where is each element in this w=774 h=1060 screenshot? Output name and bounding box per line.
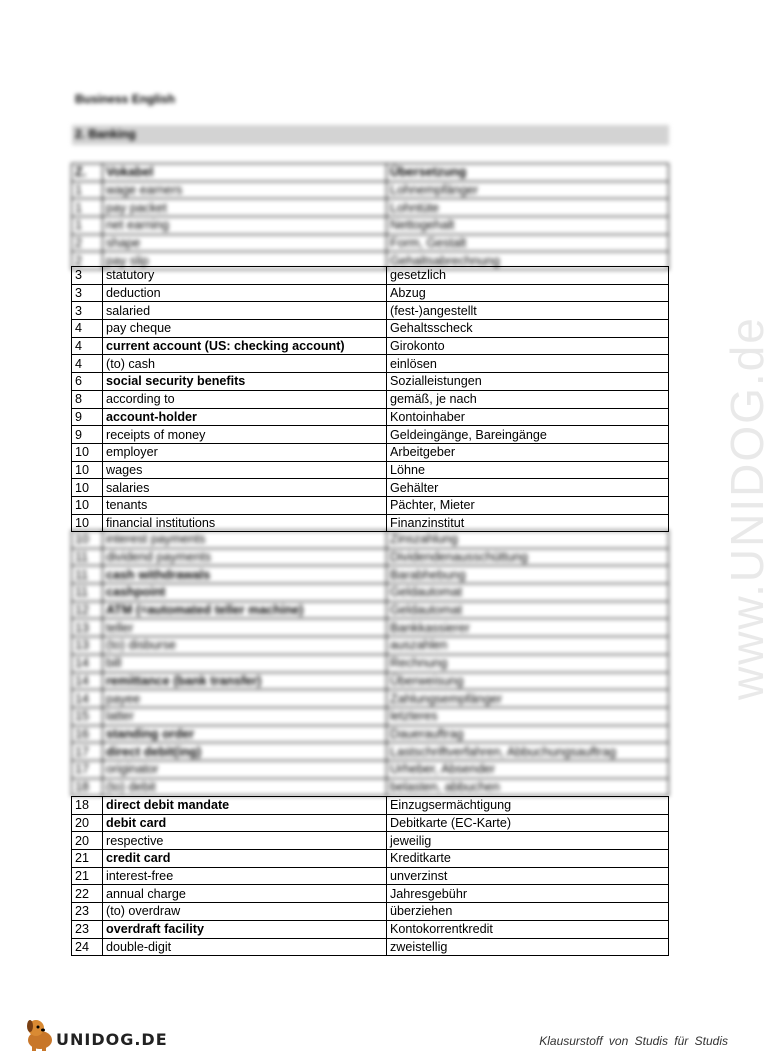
table-row [72,867,669,885]
line-number: 24 [72,938,103,956]
translation: unverzinst [387,867,669,885]
vocab-term: wages [103,461,387,479]
vocab-term: wage earners [103,181,387,199]
translation: belasten, abbuchen [387,778,669,796]
line-number: 14 [72,690,103,708]
table-row [72,390,669,408]
section-title: 2. Banking [75,127,136,141]
translation: Zinszahlung [387,531,669,549]
vocab-term: payee [103,690,387,708]
table-row [72,302,669,320]
vocab-term: current account (US: checking account) [103,337,387,355]
vocab-term: salaries [103,479,387,497]
translation: Bankkassierer [387,619,669,637]
line-number: 3 [72,284,103,302]
translation: Zahlungsempfänger [387,690,669,708]
vocab-term: (to) disburse [103,637,387,655]
translation: Finanzinstitut [387,514,669,532]
vocab-term: (to) cash [103,355,387,373]
vocab-term: receipts of money [103,426,387,444]
table-row [72,531,669,549]
table-row [72,672,669,690]
translation: Dividendenausschüttung [387,548,669,566]
translation: jeweilig [387,832,669,850]
header-num: Z. [72,164,103,182]
header-translation: Übersetzung [387,164,669,182]
translation: Lohnempfänger [387,181,669,199]
vocab-term: originator [103,760,387,778]
translation: Löhne [387,461,669,479]
table-row [72,814,669,832]
vocab-term: shape [103,234,387,252]
line-number: 11 [72,584,103,602]
line-number: 10 [72,461,103,479]
vocab-term: account-holder [103,408,387,426]
vocab-term: cashpoint [103,584,387,602]
vocab-term: (to) debit [103,778,387,796]
translation: Kontoinhaber [387,408,669,426]
translation: Gehaltsabrechnung [387,252,669,270]
table-row [72,443,669,461]
table-row [72,373,669,391]
table-row [72,320,669,338]
translation: Lohntüte [387,199,669,217]
translation: Barabhebung [387,566,669,584]
vocab-term: (to) overdraw [103,903,387,921]
line-number: 3 [72,267,103,285]
translation: Kontokorrentkredit [387,920,669,938]
translation: Jahresgebühr [387,885,669,903]
line-number: 13 [72,637,103,655]
vocab-term: interest payments [103,531,387,549]
table-row [72,797,669,815]
translation: Debitkarte (EC-Karte) [387,814,669,832]
vocab-term: respective [103,832,387,850]
vocab-table-mid [71,266,669,532]
table-row [72,234,669,252]
table-row [72,584,669,602]
line-number: 12 [72,601,103,619]
vocab-term: double-digit [103,938,387,956]
vocab-term: ATM (=automated teller machine) [103,601,387,619]
line-number: 15 [72,707,103,725]
translation: Geldautomat [387,584,669,602]
translation: auszahlen [387,637,669,655]
translation: Gehälter [387,479,669,497]
line-number: 13 [72,619,103,637]
vocab-term: dividend payments [103,548,387,566]
translation: zweistellig [387,938,669,956]
line-number: 2 [72,234,103,252]
translation: gemäß, je nach [387,390,669,408]
table-row [72,496,669,514]
line-number: 17 [72,743,103,761]
translation: gesetzlich [387,267,669,285]
vocab-term: cash withdrawals [103,566,387,584]
logo-text: UNIDOG.DE [56,1030,168,1049]
vocab-term: pay slip [103,252,387,270]
vocab-term: tenants [103,496,387,514]
table-row [72,920,669,938]
vocab-term: overdraft facility [103,920,387,938]
table-row [72,760,669,778]
translation: Nettogehalt [387,217,669,235]
table-row [72,938,669,956]
vocab-term: annual charge [103,885,387,903]
table-row [72,217,669,235]
line-number: 22 [72,885,103,903]
vocab-term: according to [103,390,387,408]
translation: Arbeitgeber [387,443,669,461]
table-row [72,337,669,355]
translation: Einzugsermächtigung [387,797,669,815]
line-number: 4 [72,320,103,338]
table-row [72,408,669,426]
line-number: 20 [72,832,103,850]
table-row [72,885,669,903]
vocab-term: standing order [103,725,387,743]
line-number: 1 [72,199,103,217]
line-number: 17 [72,760,103,778]
line-number: 10 [72,496,103,514]
vocab-term: net earning [103,217,387,235]
watermark: www.UNIDOG.de [721,316,773,700]
table-row [72,601,669,619]
vocab-term: direct debit(ing) [103,743,387,761]
vocab-term: credit card [103,850,387,868]
line-number: 10 [72,443,103,461]
line-number: 4 [72,337,103,355]
translation: Kreditkarte [387,850,669,868]
table-row [72,743,669,761]
vocab-term: deduction [103,284,387,302]
table-row [72,267,669,285]
line-number: 1 [72,217,103,235]
line-number: 11 [72,548,103,566]
table-row [72,778,669,796]
line-number: 1 [72,181,103,199]
page-title: Business English [75,92,176,106]
line-number: 18 [72,797,103,815]
vocab-term: latter [103,707,387,725]
table-row [72,355,669,373]
line-number: 23 [72,903,103,921]
vocab-term: financial institutions [103,514,387,532]
line-number: 9 [72,408,103,426]
line-number: 10 [72,479,103,497]
translation: überziehen [387,903,669,921]
footer-tagline: Klausurstoff von Studis für Studis [539,1034,728,1048]
table-header-row [72,164,669,182]
table-row [72,461,669,479]
translation: (fest-)angestellt [387,302,669,320]
vocab-term: direct debit mandate [103,797,387,815]
table-row [72,619,669,637]
table-row [72,725,669,743]
translation: letzteres [387,707,669,725]
table-row [72,637,669,655]
translation: Urheber, Absender [387,760,669,778]
line-number: 18 [72,778,103,796]
translation: Form, Gestalt [387,234,669,252]
line-number: 4 [72,355,103,373]
vocab-term: teller [103,619,387,637]
line-number: 20 [72,814,103,832]
table-row [72,181,669,199]
line-number: 14 [72,654,103,672]
section-bar [72,125,669,145]
table-row [72,690,669,708]
translation: Lastschriftverfahren, Abbuchungsauftrag [387,743,669,761]
translation: Geldautomat [387,601,669,619]
translation: einlösen [387,355,669,373]
vocab-table-blurred-top [71,163,669,270]
line-number: 11 [72,566,103,584]
vocab-term: pay packet [103,199,387,217]
translation: Girokonto [387,337,669,355]
table-row [72,548,669,566]
translation: Geldeingänge, Bareingänge [387,426,669,444]
table-row [72,426,669,444]
table-row [72,284,669,302]
table-row [72,566,669,584]
table-row [72,654,669,672]
vocab-term: statutory [103,267,387,285]
table-row [72,832,669,850]
translation: Sozialleistungen [387,373,669,391]
vocab-term: bill [103,654,387,672]
translation: Pächter, Mieter [387,496,669,514]
vocab-table-bottom [71,796,669,956]
vocab-term: social security benefits [103,373,387,391]
table-row [72,479,669,497]
table-row [72,850,669,868]
translation: Abzug [387,284,669,302]
line-number: 21 [72,867,103,885]
vocab-term: employer [103,443,387,461]
vocab-term: pay cheque [103,320,387,338]
vocab-term: remittance (bank transfer) [103,672,387,690]
line-number: 21 [72,850,103,868]
line-number: 2 [72,252,103,270]
line-number: 10 [72,531,103,549]
line-number: 9 [72,426,103,444]
table-row [72,903,669,921]
translation: Rechnung [387,654,669,672]
vocab-table-blurred-mid [71,530,669,796]
translation: Dauerauftrag [387,725,669,743]
line-number: 16 [72,725,103,743]
line-number: 6 [72,373,103,391]
translation: Überweisung [387,672,669,690]
line-number: 23 [72,920,103,938]
vocab-term: salaried [103,302,387,320]
header-vocab: Vokabel [103,164,387,182]
table-row [72,199,669,217]
translation: Gehaltsscheck [387,320,669,338]
vocab-term: interest-free [103,867,387,885]
table-row [72,707,669,725]
line-number: 14 [72,672,103,690]
vocab-term: debit card [103,814,387,832]
line-number: 10 [72,514,103,532]
line-number: 3 [72,302,103,320]
line-number: 8 [72,390,103,408]
